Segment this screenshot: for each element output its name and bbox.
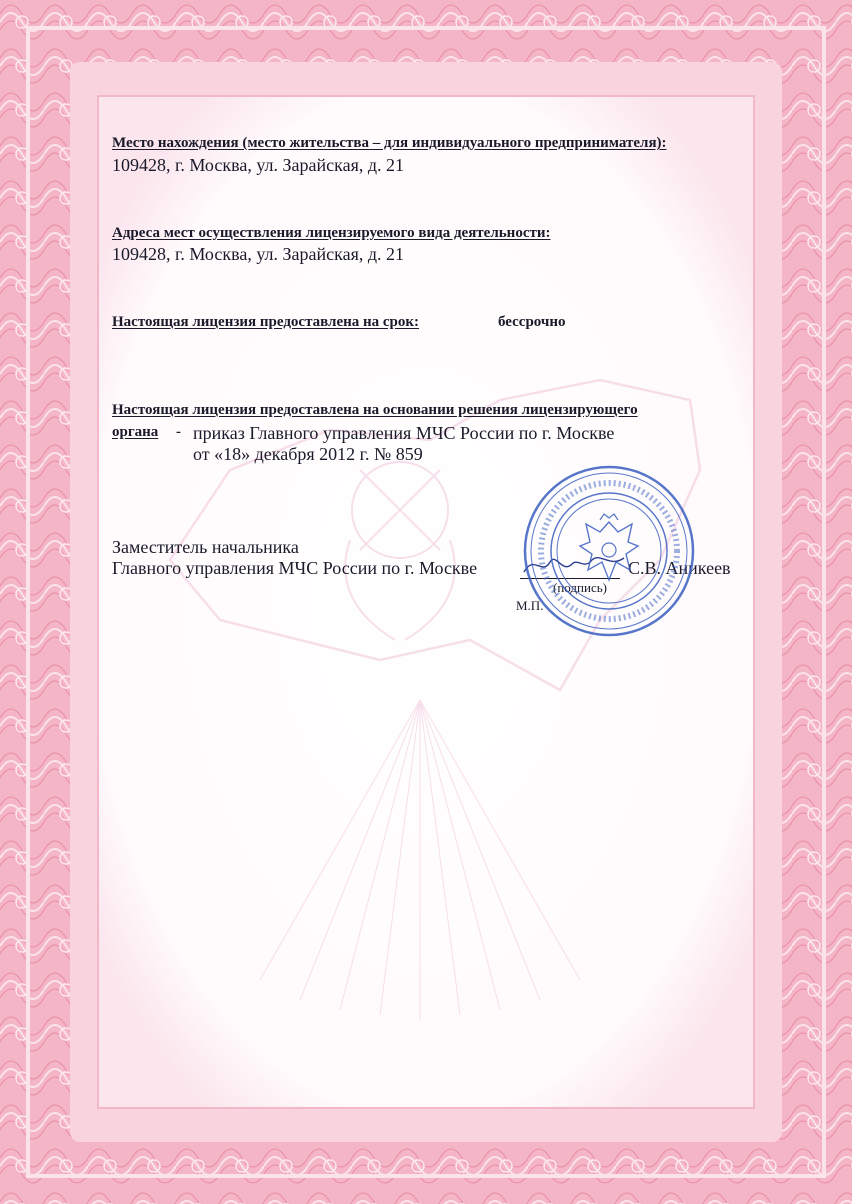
stamp-caption: М.П. [516, 598, 544, 613]
basis-order: приказ Главного управления МЧС России по г. Москве [193, 423, 615, 443]
activity-addresses-value: 109428, г. Москва, ул. Зарайская, д. 21 [112, 244, 405, 264]
term-label: Настоящая лицензия предоставлена на срок: [112, 314, 420, 330]
location-label: Место нахождения (место жительства – для индивидуального предпринимателя): [112, 135, 667, 151]
basis-label-line2: органа [112, 424, 159, 440]
location-value: 109428, г. Москва, ул. Зарайская, д. 21 [112, 155, 405, 175]
basis-dash: - [176, 424, 181, 440]
activity-addresses-label: Адреса мест осуществления лицензируемого вида деятельности: [112, 225, 551, 241]
signatory-name: С.В. Аникеев [628, 558, 731, 578]
signatory-position-line1: Заместитель начальника [112, 537, 299, 557]
basis-order-date: от «18» декабря 2012 г. № 859 [193, 444, 423, 464]
basis-label-line1: Настоящая лицензия предоставлена на основании решения лицензирующего [112, 402, 638, 418]
official-seal [520, 462, 698, 640]
term-value: бессрочно [498, 314, 566, 330]
signature-caption: (подпись) [553, 580, 607, 595]
signatory-position-line2: Главного управления МЧС России по г. Москве [112, 558, 478, 578]
